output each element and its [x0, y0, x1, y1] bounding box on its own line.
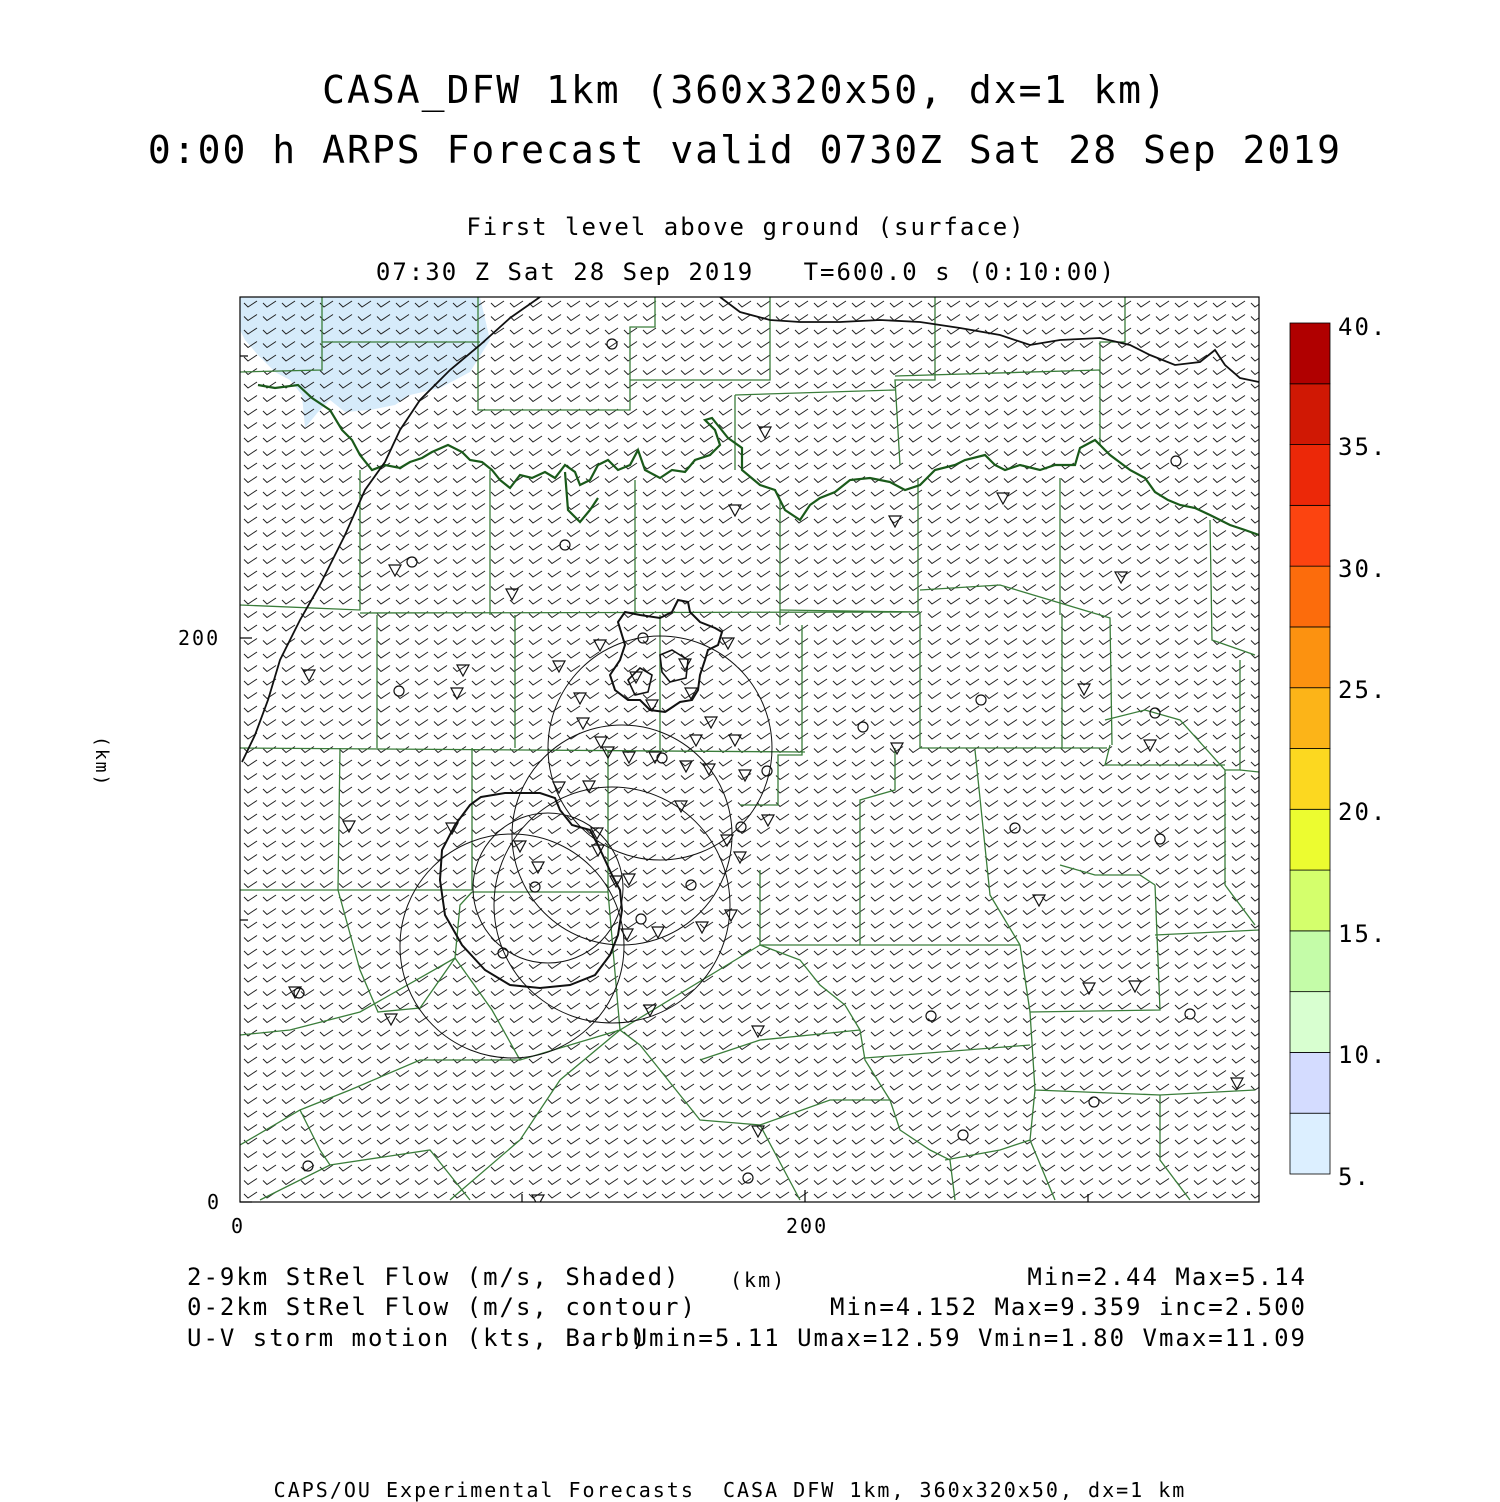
colorbar-segment: [1290, 992, 1330, 1053]
colorbar-label-5: 5.: [1338, 1163, 1371, 1191]
colorbar-label-20: 20.: [1338, 798, 1388, 826]
subtitle-level: First level above ground (surface): [466, 213, 1026, 241]
footer-credit: CAPS/OU Experimental Forecasts CASA DFW 1km, 360x320x50, dx=1 km: [273, 1478, 1187, 1502]
colorbar-label-25: 25.: [1338, 676, 1388, 704]
legend-contour-minmax: Min=4.152 Max=9.359 inc=2.500: [829, 1293, 1307, 1321]
colorbar-label-10: 10.: [1338, 1041, 1388, 1069]
legend-shaded-field: 2-9km StRel Flow (m/s, Shaded): [187, 1263, 681, 1291]
colorbar: [1290, 323, 1330, 1174]
colorbar-label-40: 40.: [1338, 313, 1388, 341]
colorbar-segment: [1290, 384, 1330, 445]
colorbar-label-30: 30.: [1338, 555, 1388, 583]
colorbar-segment: [1290, 1052, 1330, 1113]
colorbar-segment: [1290, 627, 1330, 688]
colorbar-segment: [1290, 931, 1330, 992]
y-tick-200: 200: [178, 626, 221, 650]
colorbar-segment: [1290, 323, 1330, 384]
x-tick-0: 0: [231, 1214, 246, 1238]
colorbar-segment: [1290, 688, 1330, 749]
legend-barb-minmax: Umin=5.11 Umax=12.59 Vmin=1.80 Vmax=11.09: [632, 1324, 1307, 1352]
legend-contour-field: 0-2km StRel Flow (m/s, contour): [187, 1293, 697, 1321]
colorbar-label-15: 15.: [1338, 920, 1388, 948]
legend-barb-field: U-V storm motion (kts, Barb): [187, 1324, 648, 1352]
subtitle-time: 07:30 Z Sat 28 Sep 2019 T=600.0 s (0:10:00): [375, 258, 1117, 286]
colorbar-label-35: 35.: [1338, 433, 1388, 461]
title-line1: CASA_DFW 1km (360x320x50, dx=1 km): [322, 68, 1168, 112]
title-line2: 0:00 h ARPS Forecast valid 0730Z Sat 28 Sep 2019: [147, 128, 1343, 172]
y-axis-label: (km): [91, 736, 112, 788]
colorbar-segment: [1290, 870, 1330, 931]
colorbar-segment: [1290, 1113, 1330, 1174]
x-tick-200: 200: [786, 1214, 829, 1238]
colorbar-segment: [1290, 809, 1330, 870]
colorbar-segment: [1290, 445, 1330, 506]
colorbar-segment: [1290, 505, 1330, 566]
colorbar-segment: [1290, 566, 1330, 627]
y-tick-0: 0: [207, 1190, 222, 1214]
legend-shaded-minmax: Min=2.44 Max=5.14: [1027, 1263, 1307, 1291]
x-axis-label: (km): [730, 1268, 787, 1292]
colorbar-segment: [1290, 749, 1330, 810]
